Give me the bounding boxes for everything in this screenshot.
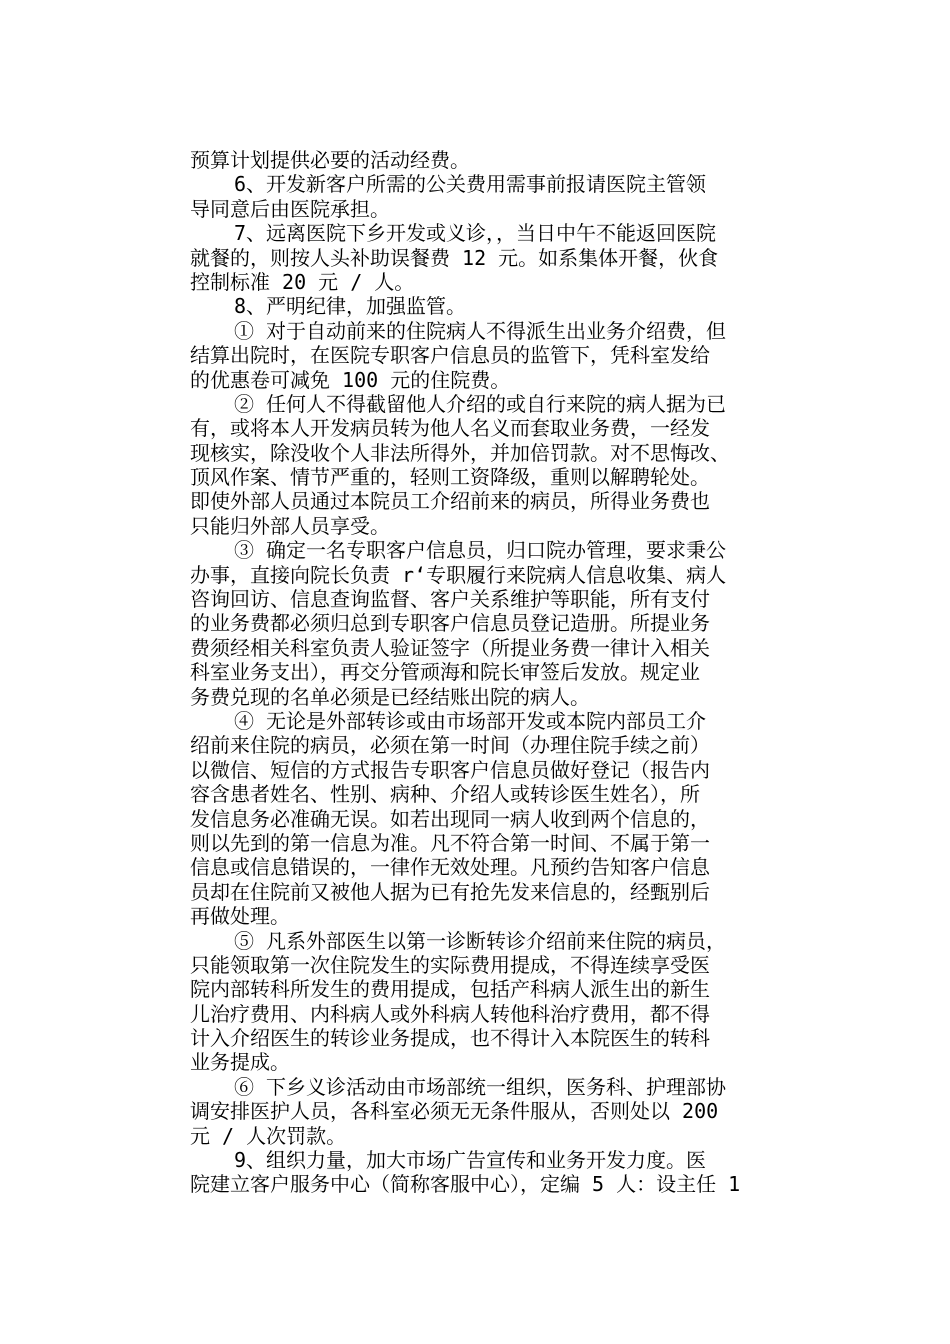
text-line: 控制标准 20 元 / 人。 [190, 269, 415, 294]
text-line: 的优惠卷可减免 100 元的住院费。 [190, 367, 511, 392]
text-line: ⑥ 下乡义诊活动由市场部统一组织，医务科、护理部协 [234, 1074, 727, 1099]
text-line: 容含患者姓名、性别、病种、介绍人或转诊医生姓名），所 [190, 782, 700, 807]
text-line: 6、开发新客户所需的公关费用需事前报请医院主管领 [234, 172, 707, 197]
text-line: 顶风作案、情节严重的，轻则工资降级，重则以解聘轮处。 [190, 465, 710, 490]
text-line: 调安排医护人员，各科室必须无无条件服从，否则处以 200 [190, 1099, 719, 1124]
document-body [190, 148, 790, 1197]
text-line: 发信息务必准确无误。如若出现同一病人收到两个信息的， [190, 806, 710, 831]
text-line: ② 任何人不得截留他人介绍的或自行来院的病人据为已 [234, 391, 727, 416]
text-line: 咨询回访、信息查询监督、客户关系维护等职能，所有支付 [190, 587, 710, 612]
text-line: 信息或信息错误的，一律作无效处理。凡预约告知客户信息 [190, 855, 710, 880]
text-line: 办事，直接向院长负责 r‘专职履行来院病人信息收集、病人 [190, 562, 727, 587]
text-line: 只能领取第一次住院发生的实际费用提成，不得连续享受医 [190, 952, 710, 977]
text-line: 则以先到的第一信息为准。凡不符合第一时间、不属于第一 [190, 830, 710, 855]
text-line: 业务提成。 [190, 1050, 290, 1075]
text-line: ① 对于自动前来的住院病人不得派生出业务介绍费，但 [234, 318, 727, 343]
text-line: 导同意后由医院承担。 [190, 196, 390, 221]
text-line: 结算出院时，在医院专职客户信息员的监管下，凭科室发给 [190, 343, 710, 368]
text-line: 现核实，除没收个人非法所得外，并加倍罚款。对不思悔改、 [190, 440, 730, 465]
text-line: 员却在住院前又被他人据为已有抢先发来信息的，经甄别后 [190, 879, 710, 904]
text-line: 科室业务支出），再交分管顽海和院长审签后发放。规定业 [190, 660, 700, 685]
text-line: 儿治疗费用、内科病人或外科病人转他科治疗费用，都不得 [190, 1001, 710, 1026]
text-line: 以微信、短信的方式报告专职客户信息员做好登记（报告内 [190, 757, 710, 782]
text-line: ④ 无论是外部转诊或由市场部开发或本院内部员工介 [234, 708, 707, 733]
text-line: 的业务费都必须归总到专职客户信息员登记造册。所提业务 [190, 611, 710, 636]
text-line: 院内部转科所发生的费用提成，包括产科病人派生出的新生 [190, 977, 710, 1002]
text-line: 9、组织力量，加大市场广告宣传和业务开发力度。医 [234, 1148, 707, 1173]
text-line: 再做处理。 [190, 904, 290, 929]
text-line: 即使外部人员通过本院员工介绍前来的病员，所得业务费也 [190, 489, 710, 514]
text-line: 绍前来住院的病员，必须在第一时间（办理住院手续之前） [190, 733, 710, 758]
text-line: 务费兑现的名单必须是已经结账出院的病人。 [190, 684, 590, 709]
text-line: 有，或将本人开发病员转为他人名义而套取业务费，一经发 [190, 416, 710, 441]
text-line: ⑤ 凡系外部医生以第一诊断转诊介绍前来住院的病员， [234, 928, 727, 953]
text-line: 就餐的，则按人头补助误餐费 12 元。如系集体开餐，伙食 [190, 245, 719, 270]
text-line: 计入介绍医生的转诊业务提成，也不得计入本院医生的转科 [190, 1026, 710, 1051]
text-line: 7、远离医院下乡开发或义诊，，当日中午不能返回医院 [234, 221, 717, 246]
text-line: ③ 确定一名专职客户信息员，归口院办管理，要求秉公 [234, 538, 727, 563]
text-line: 费须经相关科室负责人验证签字（所提业务费一律计入相关 [190, 635, 710, 660]
text-line: 元 / 人次罚款。 [190, 1123, 347, 1148]
text-line: 8、严明纪律，加强监管。 [234, 294, 467, 319]
text-line: 院建立客户服务中心（简称客服中心），定编 5 人：设主任 1 [190, 1172, 741, 1197]
text-line: 只能归外部人员享受。 [190, 513, 390, 538]
text-line: 预算计划提供必要的活动经费。 [190, 148, 470, 172]
